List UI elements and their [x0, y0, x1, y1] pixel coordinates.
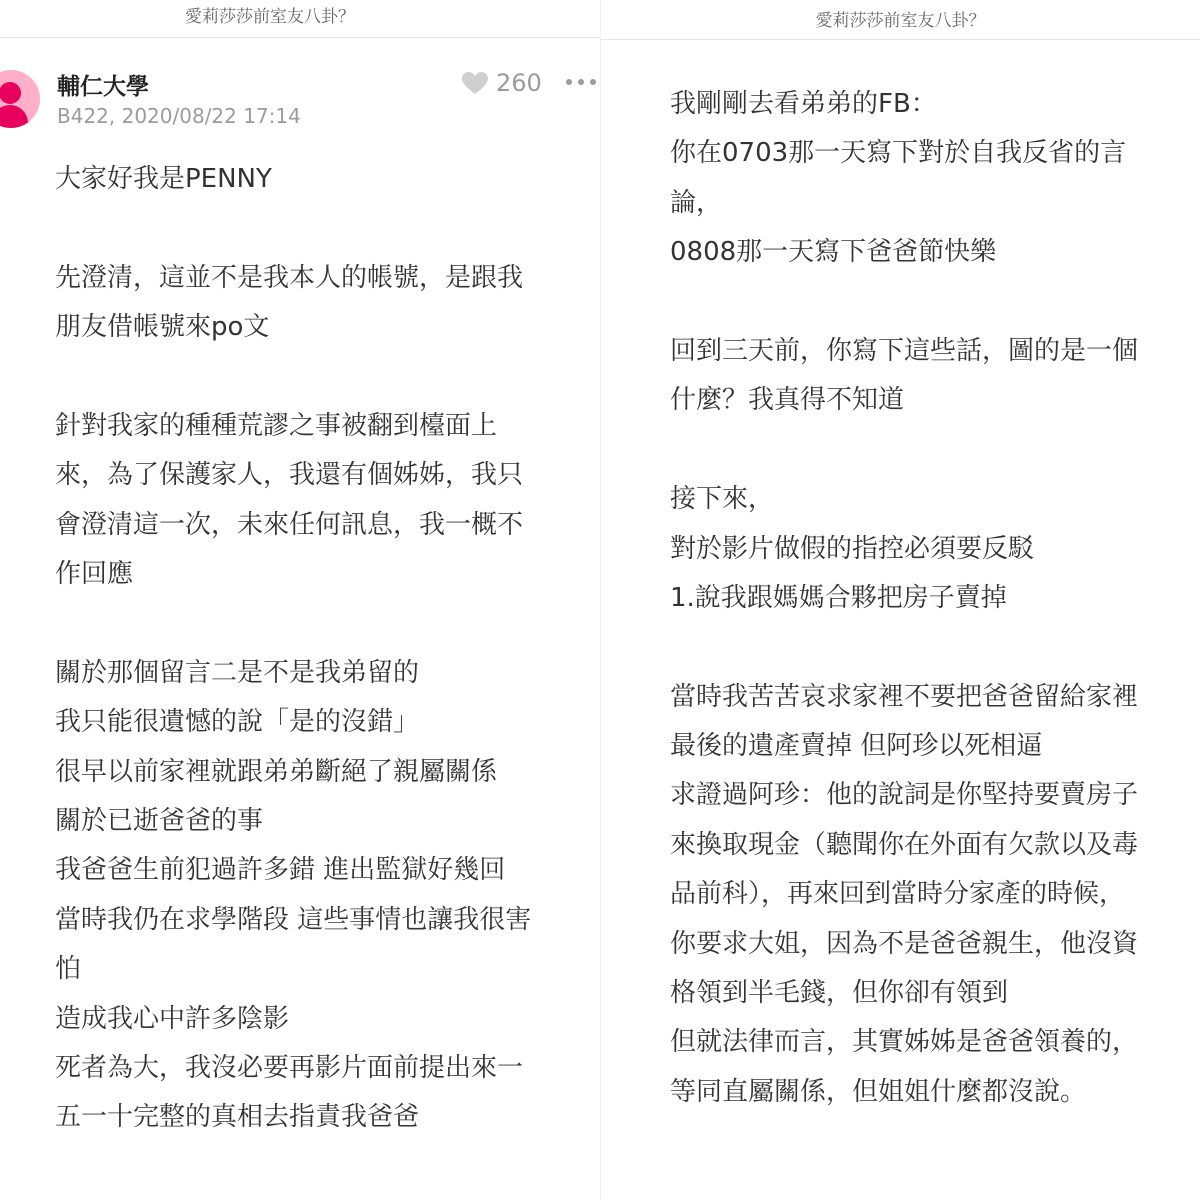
post-line: 1.說我跟媽媽合夥把房子賣掉	[670, 582, 1007, 613]
post-line: 造成我心中許多陰影	[55, 1003, 290, 1034]
more-dot	[578, 79, 584, 85]
right-post-body	[670, 80, 1195, 1117]
post-line: 怕	[55, 954, 82, 985]
post-line: 什麼？我真得不知道	[670, 385, 905, 416]
post-line: 0808那一天寫下爸爸節快樂	[670, 237, 997, 268]
avatar-body	[0, 105, 28, 128]
post-line	[55, 353, 585, 402]
post-line	[670, 426, 1195, 475]
post-line	[670, 278, 1195, 327]
like-count: 260	[496, 69, 542, 97]
post-line: 朋友借帳號來po文	[55, 312, 270, 343]
post-line: 我剛剛去看弟弟的FB：	[670, 89, 937, 119]
avatar-head	[0, 82, 21, 104]
post-line: 來，為了保護家人，我還有個姊姊，我只	[55, 460, 524, 491]
post-line: 當時我苦苦哀求家裡不要把爸爸留給家裡	[670, 681, 1139, 712]
post-line: 作回應	[55, 559, 134, 590]
heart-icon	[462, 72, 488, 95]
post-line: 很早以前家裡就跟弟弟斷絕了親屬關係	[55, 756, 498, 787]
post-line: 回到三天前，你寫下這些話，圖的是一個	[670, 335, 1139, 366]
post-meta: B422, 2020/08/22 17:14	[57, 104, 301, 128]
right-post-title[interactable]: 愛莉莎莎前室友八卦？	[601, 0, 1200, 40]
post-line	[670, 623, 1195, 672]
post-line: 品前科），再來回到當時分家產的時候，	[670, 879, 1126, 910]
like-button[interactable]	[462, 68, 542, 98]
post-line: 五一十完整的真相去指責我爸爸	[55, 1102, 420, 1133]
post-line: 我只能很遺憾的說「是的沒錯」	[55, 707, 420, 738]
post-line: 對於影片做假的指控必須要反駁	[670, 533, 1035, 564]
post-line: 論，	[670, 187, 723, 218]
post-line: 關於已逝爸爸的事	[55, 806, 264, 837]
post-line: 死者為大，我沒必要再影片面前提出來一	[55, 1053, 524, 1084]
post-line: 當時我仍在求學階段 這些事情也讓我很害	[55, 904, 532, 935]
post-line: 針對我家的種種荒謬之事被翻到檯面上	[55, 410, 498, 441]
left-title-divider	[0, 37, 600, 38]
post-line: 格領到半毛錢，但你卻有領到	[670, 978, 1009, 1009]
author-name[interactable]: 輔仁大學	[57, 74, 149, 100]
left-post-body	[55, 155, 585, 1143]
post-line: 你在0703那一天寫下對於自我反省的言	[670, 138, 1127, 169]
post-line: 先澄清，這並不是我本人的帳號，是跟我	[55, 262, 524, 293]
post-line: 接下來，	[670, 484, 775, 515]
post-line: 會澄清這一次，未來任何訊息，我一概不	[55, 509, 524, 540]
post-line	[55, 204, 585, 253]
avatar-icon[interactable]	[0, 70, 40, 128]
more-dot	[566, 79, 572, 85]
post-line: 大家好我是PENNY	[55, 164, 272, 194]
more-dot	[590, 79, 596, 85]
post-line: 求證過阿珍：他的說詞是你堅持要賣房子	[670, 780, 1139, 811]
post-line: 我爸爸生前犯過許多錯 進出監獄好幾回	[55, 855, 506, 886]
post-line: 最後的遺產賣掉 但阿珍以死相逼	[670, 731, 1043, 762]
right-post-panel	[600, 0, 1200, 1200]
left-post-title[interactable]: 愛莉莎莎前室友八卦？	[185, 7, 355, 27]
more-dots-icon[interactable]	[566, 70, 596, 94]
post-line: 但就法律而言，其實姊姊是爸爸領養的，	[670, 1027, 1139, 1058]
post-line: 關於那個留言二是不是我弟留的	[55, 657, 420, 688]
post-line	[55, 600, 585, 649]
post-line: 你要求大姐，因為不是爸爸親生，他沒資	[670, 928, 1139, 959]
post-line: 來換取現金（聽聞你在外面有欠款以及毒	[670, 829, 1139, 860]
post-line: 等同直屬關係，但姐姐什麼都沒說。	[670, 1076, 1087, 1107]
